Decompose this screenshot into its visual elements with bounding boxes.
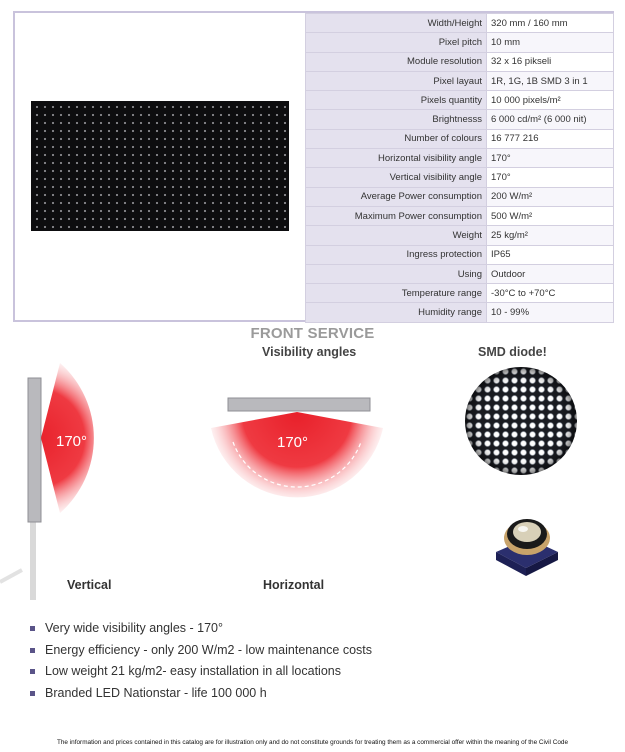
bullet-icon (30, 648, 35, 653)
section-title: FRONT SERVICE (250, 325, 375, 342)
spec-row (306, 168, 614, 187)
spec-row (306, 226, 614, 245)
spec-value: Outdoor (487, 264, 614, 283)
spec-row (306, 284, 614, 303)
bullet-icon (30, 626, 35, 631)
spec-value: 200 W/m² (487, 187, 614, 206)
spec-label: Vertical visibility angle (306, 168, 487, 187)
spec-row (306, 245, 614, 264)
spec-row (306, 187, 614, 206)
spec-label: Width/Height (306, 14, 487, 33)
ground-line-vertical (0, 570, 22, 582)
vertical-stand (30, 510, 36, 600)
spec-label: Maximum Power consumption (306, 206, 487, 225)
spec-value: 6 000 cd/m² (6 000 nit) (487, 110, 614, 129)
feature-text: Branded LED Nationstar - life 100 000 h (45, 685, 267, 700)
spec-label: Average Power consumption (306, 187, 487, 206)
spec-row (306, 71, 614, 90)
spec-value: 10 000 pixels/m² (487, 91, 614, 110)
spec-row (306, 52, 614, 71)
feature-list (30, 618, 372, 704)
spec-label: Ingress protection (306, 245, 487, 264)
feature-item (30, 618, 372, 640)
spec-label: Pixels quantity (306, 91, 487, 110)
spec-value: 170° (487, 149, 614, 168)
spec-label: Humidity range (306, 303, 487, 322)
spec-label: Weight (306, 226, 487, 245)
spec-value: IP65 (487, 245, 614, 264)
vertical-angle-label: 170° (56, 433, 88, 450)
horizontal-angle-diagram (205, 390, 390, 515)
spec-label: Using (306, 264, 487, 283)
spec-label: Number of colours (306, 129, 487, 148)
spec-value: 10 mm (487, 33, 614, 52)
vertical-angle-diagram (0, 360, 160, 600)
bullet-icon (30, 669, 35, 674)
spec-value: 16 777 216 (487, 129, 614, 148)
product-photo (15, 13, 305, 320)
spec-value: 10 - 99% (487, 303, 614, 322)
led-module-image (31, 101, 289, 231)
feature-text: Very wide visibility angles - 170° (45, 621, 223, 635)
spec-value: 32 x 16 pikseli (487, 52, 614, 71)
feature-item (30, 683, 372, 705)
horizontal-screen (228, 398, 370, 411)
spec-row (306, 91, 614, 110)
feature-item (30, 661, 372, 683)
spec-row (306, 149, 614, 168)
spec-row (306, 110, 614, 129)
spec-value: 500 W/m² (487, 206, 614, 225)
spec-label: Pixel pitch (306, 33, 487, 52)
product-spec-box (13, 11, 614, 322)
horizontal-caption: Horizontal (263, 578, 325, 592)
horizontal-angle-label: 170° (277, 434, 309, 451)
smd-diode-chip-image (492, 510, 562, 580)
visibility-angles-title: Visibility angles (262, 345, 357, 359)
spec-row (306, 14, 614, 33)
feature-text: Low weight 21 kg/m2- easy installation in all locations (45, 664, 341, 678)
legal-disclaimer: The information and prices contained in this catalog are for illustration only and do not constitute grounds for treating them as a commercial offer within the meaning of the Civil Code (56, 739, 569, 746)
spec-value: 320 mm / 160 mm (487, 14, 614, 33)
spec-label: Pixel layaut (306, 71, 487, 90)
feature-text: Energy efficiency - only 200 W/m2 - low maintenance costs (45, 642, 372, 657)
bullet-icon (30, 691, 35, 696)
spec-row (306, 33, 614, 52)
spec-table (305, 13, 614, 323)
vertical-caption: Vertical (67, 578, 112, 592)
vertical-screen (28, 378, 41, 522)
feature-item (30, 640, 372, 662)
spec-value: 25 kg/m² (487, 226, 614, 245)
smd-diode-title: SMD diode! (478, 345, 547, 359)
spec-label: Horizontal visibility angle (306, 149, 487, 168)
spec-row (306, 129, 614, 148)
spec-label: Brightnesss (306, 110, 487, 129)
spec-value: 1R, 1G, 1B SMD 3 in 1 (487, 71, 614, 90)
spec-row (306, 264, 614, 283)
spec-row (306, 206, 614, 225)
spec-label: Module resolution (306, 52, 487, 71)
horizontal-angle-cone (211, 412, 383, 497)
smd-diode-closeup-image (465, 367, 577, 475)
spec-value: 170° (487, 168, 614, 187)
spec-label: Temperature range (306, 284, 487, 303)
spec-value: -30°C to +70°C (487, 284, 614, 303)
spec-row (306, 303, 614, 322)
